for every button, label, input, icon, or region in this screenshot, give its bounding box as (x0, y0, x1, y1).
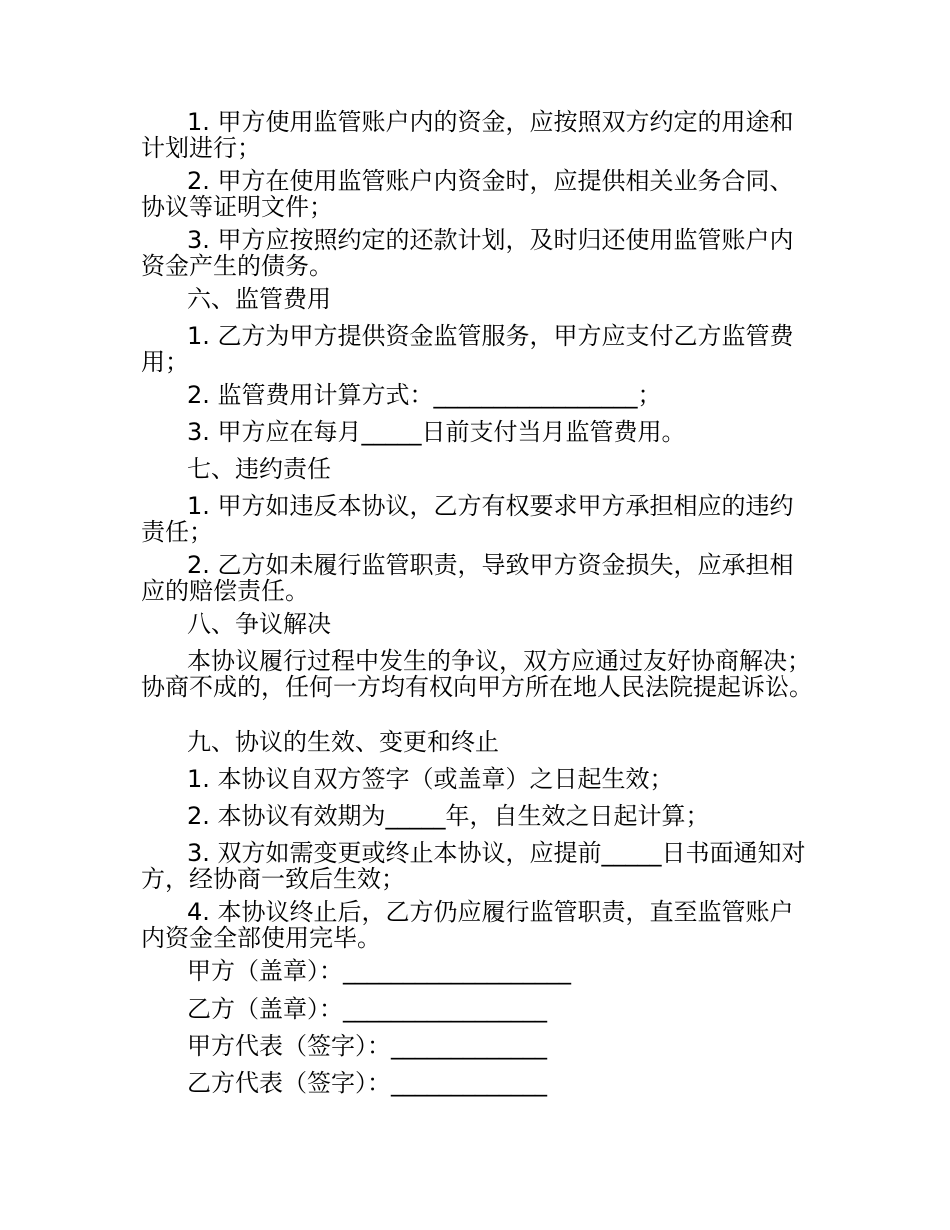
section-heading-disputes: 八、争议解决 (187, 610, 331, 638)
clause-6-item-3: 3. 甲方应在每月_____日前支付当月监管费用。 (187, 418, 686, 446)
clause-9-item-4: 4. 本协议终止后，乙方仍应履行监管职责，直至监管账户内资金全部使用完毕。 (141, 898, 794, 952)
signature-party-a-seal: 甲方（盖章）：___________________ (187, 957, 571, 985)
clause-5-item-3: 3. 甲方应按照约定的还款计划，及时归还使用监管账户内资金产生的债务。 (141, 226, 794, 280)
section-heading-effect: 九、协议的生效、变更和终止 (187, 728, 499, 756)
clause-5-item-2: 2. 甲方在使用监管账户内资金时，应提供相关业务合同、协议等证明文件； (141, 167, 794, 221)
clause-9-item-1: 1. 本协议自双方签字（或盖章）之日起生效； (187, 765, 674, 793)
signature-party-b-seal: 乙方（盖章）：_________________ (187, 995, 547, 1023)
clause-6-item-2: 2. 监管费用计算方式：_________________； (187, 381, 662, 409)
section-heading-fees: 六、监管费用 (187, 285, 331, 313)
signature-party-b-representative: 乙方代表（签字）：_____________ (187, 1069, 547, 1097)
signature-party-a-representative: 甲方代表（签字）：_____________ (187, 1032, 547, 1060)
clause-7-item-1: 1. 甲方如违反本协议，乙方有权要求甲方承担相应的违约责任； (141, 492, 794, 546)
section-heading-breach: 七、违约责任 (187, 455, 331, 483)
clause-9-item-2: 2. 本协议有效期为_____年，自生效之日起计算； (187, 802, 710, 830)
clause-5-item-1: 1. 甲方使用监管账户内的资金，应按照双方约定的用途和计划进行； (141, 108, 794, 162)
clause-9-item-3: 3. 双方如需变更或终止本协议，应提前_____日书面通知对方，经协商一致后生效； (141, 839, 806, 893)
clause-6-item-1: 1. 乙方为甲方提供资金监管服务，甲方应支付乙方监管费用； (141, 322, 794, 376)
clause-8-body: 本协议履行过程中发生的争议，双方应通过友好协商解决；协商不成的，任何一方均有权向甲方所在地人民法院提起诉讼。 (141, 647, 813, 701)
clause-7-item-2: 2. 乙方如未履行监管职责，导致甲方资金损失，应承担相应的赔偿责任。 (141, 551, 794, 605)
